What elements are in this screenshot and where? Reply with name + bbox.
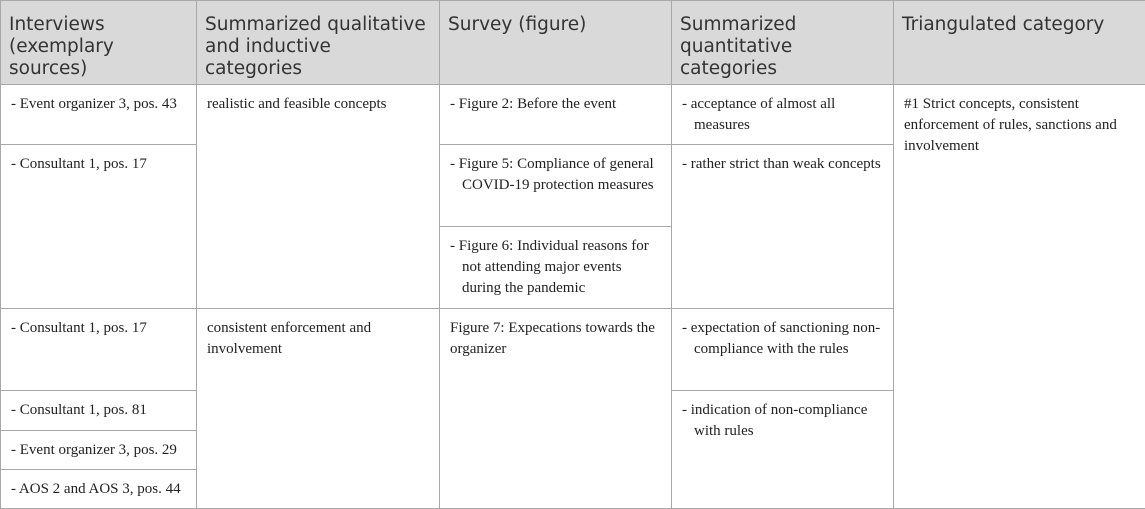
survey-figure: - Figure 2: Before the event (450, 96, 617, 112)
interview-cell (1, 430, 197, 469)
interview-cell (1, 85, 197, 145)
survey-figure: - Figure 5: Compliance of general COVID-19 protection measures (450, 155, 654, 193)
qualitative-category: consistent enforcement and involvement (207, 320, 372, 358)
quantitative-category: - expectation of sanctioning non-compliance with the rules (682, 320, 881, 358)
header-qualitative-categories: Summarized qualitative and inductive categories (197, 1, 440, 85)
interview-cell (1, 469, 197, 508)
interview-source: - AOS 2 and AOS 3, pos. 44 (11, 480, 181, 497)
interview-cell (1, 309, 197, 390)
interview-cell (1, 390, 197, 430)
triangulated-cell (894, 85, 1145, 509)
interview-source: - Consultant 1, pos. 81 (11, 401, 147, 418)
survey-figure: Figure 7: Expecations towards the organizer (450, 320, 655, 358)
survey-cell (440, 227, 672, 309)
qualitative-cell (197, 85, 440, 309)
triangulated-category: #1 Strict concepts, consistent enforcement of rules, sanctions and involvement (904, 96, 1117, 154)
header-interviews: Interviews (exemplary sources) (1, 1, 197, 85)
quantitative-category: - acceptance of almost all measures (682, 96, 836, 133)
quantitative-category: - indication of non-compliance with rules (682, 401, 868, 439)
quantitative-cell (672, 390, 894, 508)
survey-cell (440, 85, 672, 145)
quantitative-cell (672, 85, 894, 145)
header-survey-figure: Survey (figure) (440, 1, 672, 85)
interview-source: - Consultant 1, pos. 17 (11, 320, 147, 337)
header-quantitative-categories: Summarized quantitative categories (672, 1, 894, 85)
interview-source: - Event organizer 3, pos. 29 (11, 441, 177, 458)
interview-source: - Consultant 1, pos. 17 (11, 155, 147, 172)
qualitative-cell (197, 309, 440, 509)
table-row (1, 85, 1145, 145)
survey-figure: - Figure 6: Individual reasons for not attending major events during the pandemic (450, 238, 649, 297)
interview-source: - Event organizer 3, pos. 43 (11, 96, 177, 112)
quantitative-category: - rather strict than weak concepts (682, 155, 881, 172)
header-triangulated-category: Triangulated category (894, 1, 1145, 85)
header-row (1, 1, 1145, 85)
survey-cell (440, 144, 672, 226)
quantitative-cell (672, 144, 894, 309)
qualitative-category: realistic and feasible concepts (207, 96, 387, 112)
interview-cell (1, 144, 197, 309)
survey-cell (440, 309, 672, 509)
quantitative-cell (672, 309, 894, 390)
